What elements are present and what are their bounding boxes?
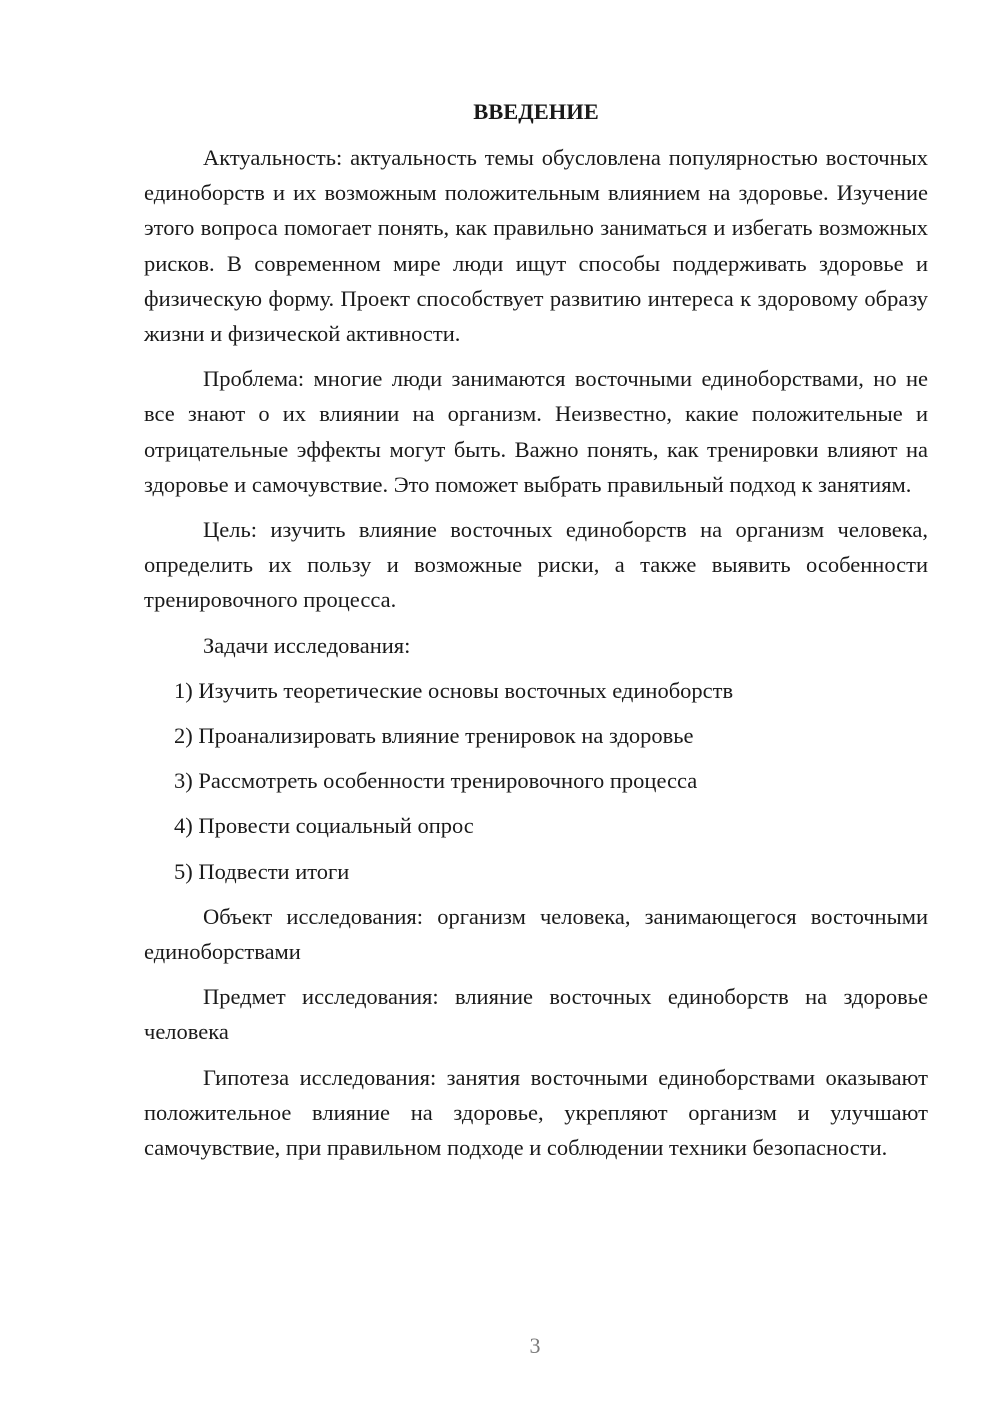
hypothesis-paragraph: Гипотеза исследования: занятия восточными единоборствами оказывают положительное влияние на здоровье, укрепляют организм и улучшают самочувствие, при правильном подходе и соблюдении техники безопасности. bbox=[144, 1064, 928, 1161]
list-item: 2) Проанализировать влияние тренировок на здоровье bbox=[174, 723, 694, 749]
object-paragraph: Объект исследования: организм человека, занимающегося восточными единоборствами bbox=[144, 903, 928, 965]
page-title: ВВЕДЕНИЕ bbox=[473, 99, 599, 124]
list-item: 3) Рассмотреть особенности тренировочного процесса bbox=[174, 768, 698, 794]
tasks-list bbox=[144, 673, 928, 889]
list-item: 4) Провести социальный опрос bbox=[174, 813, 474, 839]
document-page bbox=[144, 96, 928, 1165]
problem-paragraph: Проблема: многие люди занимаются восточными единоборствами, но не все знают о их влиянии на организм. Неизвестно, какие положительные и отрицательные эффекты могут быть. Важно понять, как тренировки влияют на здоровье и самочувствие. Это поможет выбрать правильный подход к занятиям. bbox=[144, 366, 928, 497]
list-item: 5) Подвести итоги bbox=[174, 858, 350, 884]
tasks-heading: Задачи исследования: bbox=[203, 632, 411, 658]
goal-paragraph: Цель: изучить влияние восточных единоборств на организм человека, определить их пользу и возможные риски, а также выявить особенности тренировочного процесса. bbox=[144, 517, 928, 613]
subject-paragraph: Предмет исследования: влияние восточных единоборств на здоровье человека bbox=[144, 984, 928, 1045]
page-number: 3 bbox=[529, 1333, 541, 1358]
list-item: 1) Изучить теоретические основы восточных единоборств bbox=[174, 677, 734, 703]
relevance-paragraph: Актуальность: актуальность темы обусловлена популярностью восточных единоборств и их возможным положительным влиянием на здоровье. Изучение этого вопроса помогает понять, как правильно заниматься и избегать возможных рисков. В современном мире люди ищут способы поддерживать здоровье и физическую форму. Проект способствует развитию интереса к здоровому образу жизни и физической активности. bbox=[144, 145, 928, 347]
